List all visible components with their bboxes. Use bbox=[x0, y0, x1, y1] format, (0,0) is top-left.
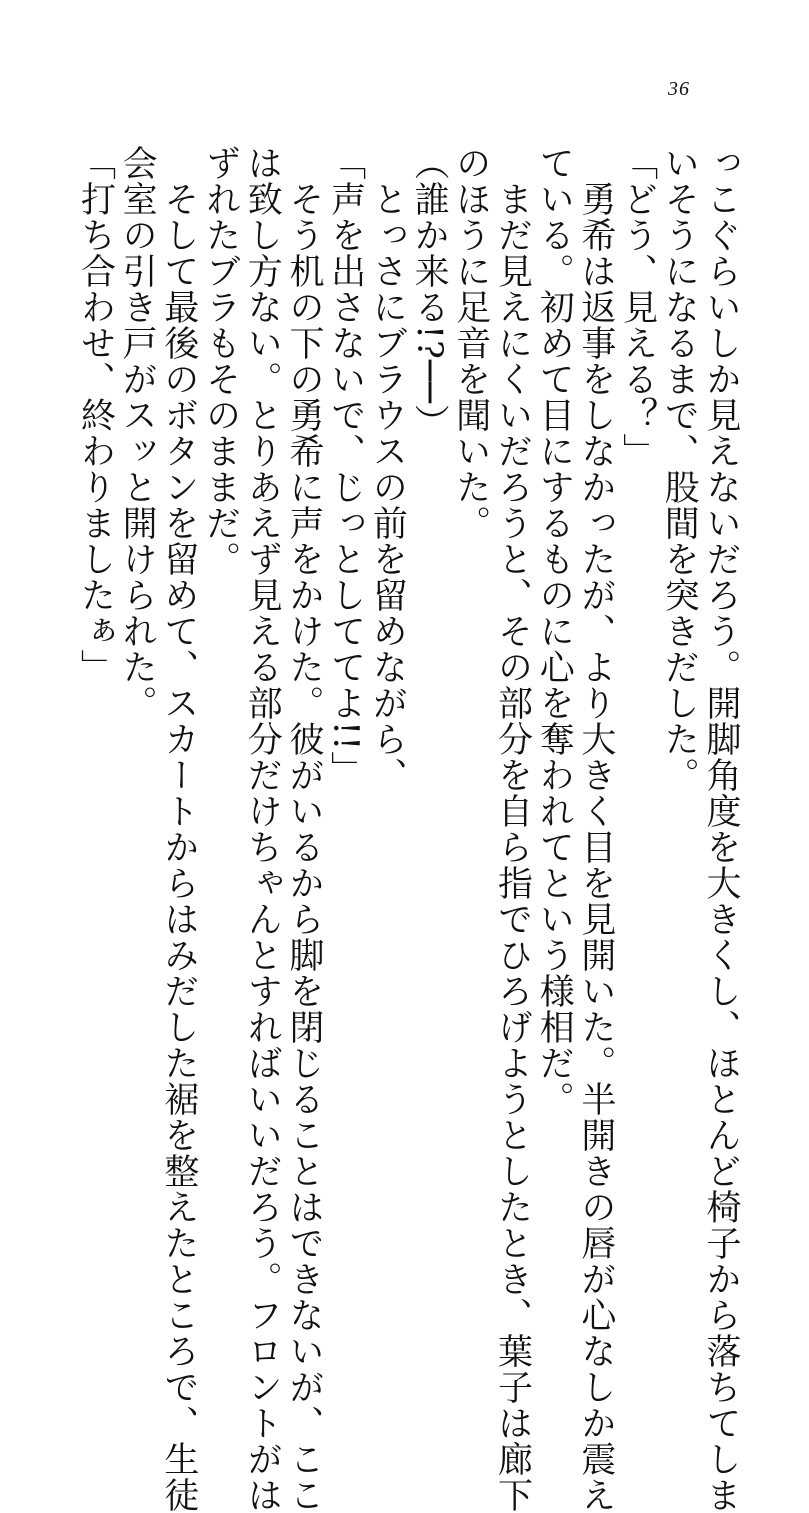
page-number: 36 bbox=[668, 78, 690, 100]
text-line: まだ見えにくいだろうと、その部分を自ら指でひろげようとしたとき、葉子は廊下 bbox=[492, 145, 533, 1513]
text-line: 「どう、見える？」 bbox=[617, 145, 658, 469]
novel-text-body bbox=[74, 145, 741, 1513]
text-line: そして最後のボタンを留めて、スカートからはみだした裾を整えたところで、生徒 bbox=[158, 145, 199, 1513]
text-line: 「声を出さないで、じっとしててよ!!」 bbox=[325, 145, 366, 788]
text-line: そう机の下の勇希に声をかけた。彼がいるから脚を閉じることはできないが、ここ bbox=[283, 145, 324, 1513]
text-line: とっさにブラウスの前を留めながら、 bbox=[367, 145, 408, 793]
text-line: ている。初めて目にするものに心を奪われてという様相だ。 bbox=[534, 145, 575, 1117]
text-line: （誰か来る!?──） bbox=[409, 145, 450, 440]
text-line: 会室の引き戸がスッと開けられた。 bbox=[117, 145, 158, 721]
text-line: 「打ち合わせ、終わりましたぁ」 bbox=[75, 145, 116, 685]
text-line: は致し方ない。とりあえず見える部分だけちゃんとすればいいだろう。フロントがは bbox=[242, 145, 283, 1513]
text-line: 勇希は返事をしなかったが、より大きく目を見開いた。半開きの唇が心なしか震え bbox=[575, 145, 616, 1513]
text-line: のほうに足音を聞いた。 bbox=[450, 145, 491, 541]
text-line: っこぐらいしか見えないだろう。開脚角度を大きくし、ほとんど椅子から落ちてしま bbox=[701, 145, 741, 1513]
text-line: ずれたブラもそのままだ。 bbox=[200, 145, 241, 577]
text-line: いそうになるまで、股間を突きだした。 bbox=[659, 145, 700, 793]
